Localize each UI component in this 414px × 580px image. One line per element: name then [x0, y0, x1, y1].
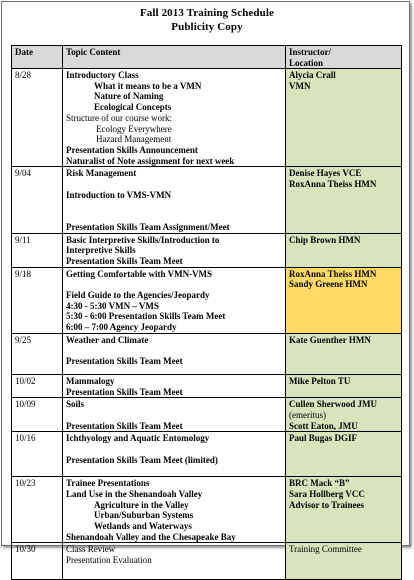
- topic-line: Getting Comfortable with VMN-VMS: [66, 268, 213, 279]
- topic-line: Class Review: [66, 544, 116, 555]
- row-instructor: [286, 432, 402, 477]
- row-date: 8/28: [12, 69, 63, 167]
- instructor-line: (emeritus): [289, 409, 326, 420]
- topic-line: What it means to be a VMN: [94, 80, 202, 91]
- schedule-row: [12, 374, 402, 397]
- row-date: 9/11: [12, 233, 63, 267]
- topic-line: Ecological Concepts: [94, 102, 172, 113]
- schedule-row: [12, 333, 402, 374]
- instructor-line: Kate Guenther HMN: [289, 334, 371, 345]
- row-topic: [63, 398, 286, 432]
- instructor-line: Cullen Sherwood JMU: [289, 399, 378, 410]
- topic-line: Agriculture in the Valley: [94, 499, 189, 510]
- topic-line: Shenandoah Valley and the Chesapeake Bay: [66, 531, 236, 542]
- instructor-line: Mike Pelton TU: [289, 375, 351, 386]
- topic-line: Presentation Skills Team Meet: [66, 255, 183, 266]
- instructor-line: Training Committee: [289, 544, 362, 555]
- row-topic: [63, 267, 286, 333]
- topic-line: [66, 200, 282, 211]
- instructor-line: Sandy Greene HMN: [289, 279, 368, 290]
- row-instructor: [286, 398, 402, 432]
- topic-line: Trainee Presentations: [66, 478, 150, 489]
- row-date: 9/25: [12, 333, 63, 374]
- topic-line: [66, 211, 282, 222]
- topic-line: Naturalist of Note assignment for next week: [66, 155, 235, 166]
- topic-line: [66, 346, 282, 357]
- instructor-line: Denise Hayes VCE: [289, 168, 362, 179]
- page-title: Fall 2013 Training Schedule: [139, 7, 274, 19]
- topic-line: 5:30 - 6:00 Presentation Skills Team Meet: [66, 311, 226, 322]
- topic-line: Presentation Skills Team Meet (limited): [66, 454, 218, 465]
- instructor-line: RoxAnna Theiss HMN: [289, 268, 377, 279]
- schedule-row: [12, 477, 402, 543]
- instructor-line: Paul Bugas DGIF: [289, 433, 358, 444]
- topic-line: Ichthyology and Aquatic Entomology: [66, 433, 210, 444]
- topic-line: 6:00 – 7:00 Agency Jeopardy: [66, 322, 177, 333]
- topic-line: [66, 279, 282, 290]
- row-topic: [63, 543, 286, 580]
- topic-line: [66, 179, 282, 190]
- topic-line: Presentation Skills Team Meet: [66, 420, 183, 431]
- instructor-line: Chip Brown HMN: [289, 234, 361, 245]
- topic-line: Nature of Naming: [94, 91, 164, 102]
- topic-line: [66, 465, 282, 476]
- instructor-line: Scott Eaton, JMU: [289, 420, 358, 431]
- topic-line: Presentation Evaluation: [66, 555, 152, 566]
- row-date: 10/16: [12, 432, 63, 477]
- topic-line: Interpretive Skills: [66, 245, 136, 256]
- instructor-line: Sara Hollberg VCC: [289, 488, 365, 499]
- header-topic: Topic Content: [63, 46, 286, 69]
- topic-line: Presentation Skills Team Meet: [66, 386, 183, 397]
- row-date: 10/09: [12, 398, 63, 432]
- schedule-row: [12, 167, 402, 233]
- row-topic: [63, 167, 286, 233]
- header-instructor: [286, 46, 402, 69]
- row-date: 9/04: [12, 167, 63, 233]
- instructor-line: Alycia Crall: [289, 70, 336, 80]
- topic-line: Risk Management: [66, 168, 137, 179]
- instructor-line: BRC Mack “B”: [289, 478, 350, 489]
- row-instructor: [286, 267, 402, 333]
- header-date: Date: [12, 46, 63, 69]
- row-topic: [63, 374, 286, 397]
- topic-line: Field Guide to the Agencies/Jeopardy: [66, 290, 210, 300]
- topic-line: Introduction to VMS-VMN: [66, 189, 172, 200]
- topic-line: Weather and Climate: [66, 334, 149, 345]
- topic-line: Land Use in the Shenandoah Valley: [66, 488, 203, 499]
- schedule-body: [12, 69, 402, 580]
- page-subtitle: Publicity Copy: [171, 21, 243, 33]
- topic-line: Urban/Suburban Systems: [94, 510, 194, 521]
- schedule-table: [11, 45, 402, 580]
- row-topic: [63, 333, 286, 374]
- topic-line: [66, 410, 282, 421]
- topic-line: Basic Interpretive Skills/Introduction to: [66, 234, 220, 245]
- row-instructor: [286, 543, 402, 580]
- instructor-line: VMN: [289, 80, 311, 91]
- row-instructor: [286, 374, 402, 397]
- topic-line: Structure of our course work:: [66, 112, 172, 123]
- topic-line: Hazard Management: [96, 134, 172, 145]
- row-topic: [63, 477, 286, 543]
- schedule-row: [12, 432, 402, 477]
- topic-line: Wetlands and Waterways: [94, 520, 192, 531]
- row-date: 9/18: [12, 267, 63, 333]
- row-date: 10/02: [12, 374, 63, 397]
- header-instructor-line2: Location: [289, 57, 324, 68]
- topic-line: Presentation Skills Team Meet: [66, 356, 183, 367]
- topic-line: [66, 444, 282, 455]
- topic-line: Soils: [66, 399, 85, 410]
- instructor-line: RoxAnna Theiss HMN: [289, 179, 377, 190]
- row-topic: [63, 432, 286, 477]
- header-instructor-line1: Instructor/: [289, 47, 331, 57]
- topic-line: Introductory Class: [66, 70, 139, 80]
- schedule-row: [12, 233, 402, 267]
- topic-line: Mammalogy: [66, 375, 115, 386]
- row-topic: [63, 233, 286, 267]
- row-instructor: [286, 333, 402, 374]
- topic-line: Presentation Skills Announcement: [66, 144, 198, 155]
- schedule-row: [12, 69, 402, 167]
- topic-line: [66, 566, 282, 577]
- row-instructor: [286, 167, 402, 233]
- topic-line: Presentation Skills Team Assignment/Meet: [66, 221, 230, 232]
- row-date: 10/23: [12, 477, 63, 543]
- instructor-line: Advisor to Trainees: [289, 499, 365, 510]
- schedule-row: [12, 543, 402, 580]
- row-date: 10/30: [12, 543, 63, 580]
- schedule-row: [12, 267, 402, 333]
- row-instructor: [286, 69, 402, 167]
- row-instructor: [286, 233, 402, 267]
- row-topic: [63, 69, 286, 167]
- schedule-row: [12, 398, 402, 432]
- topic-line: 4:30 - 5:30 VMN – VMS: [66, 300, 159, 311]
- header-row: [12, 46, 402, 69]
- topic-line: Ecology Everywhere: [96, 123, 172, 134]
- row-instructor: [286, 477, 402, 543]
